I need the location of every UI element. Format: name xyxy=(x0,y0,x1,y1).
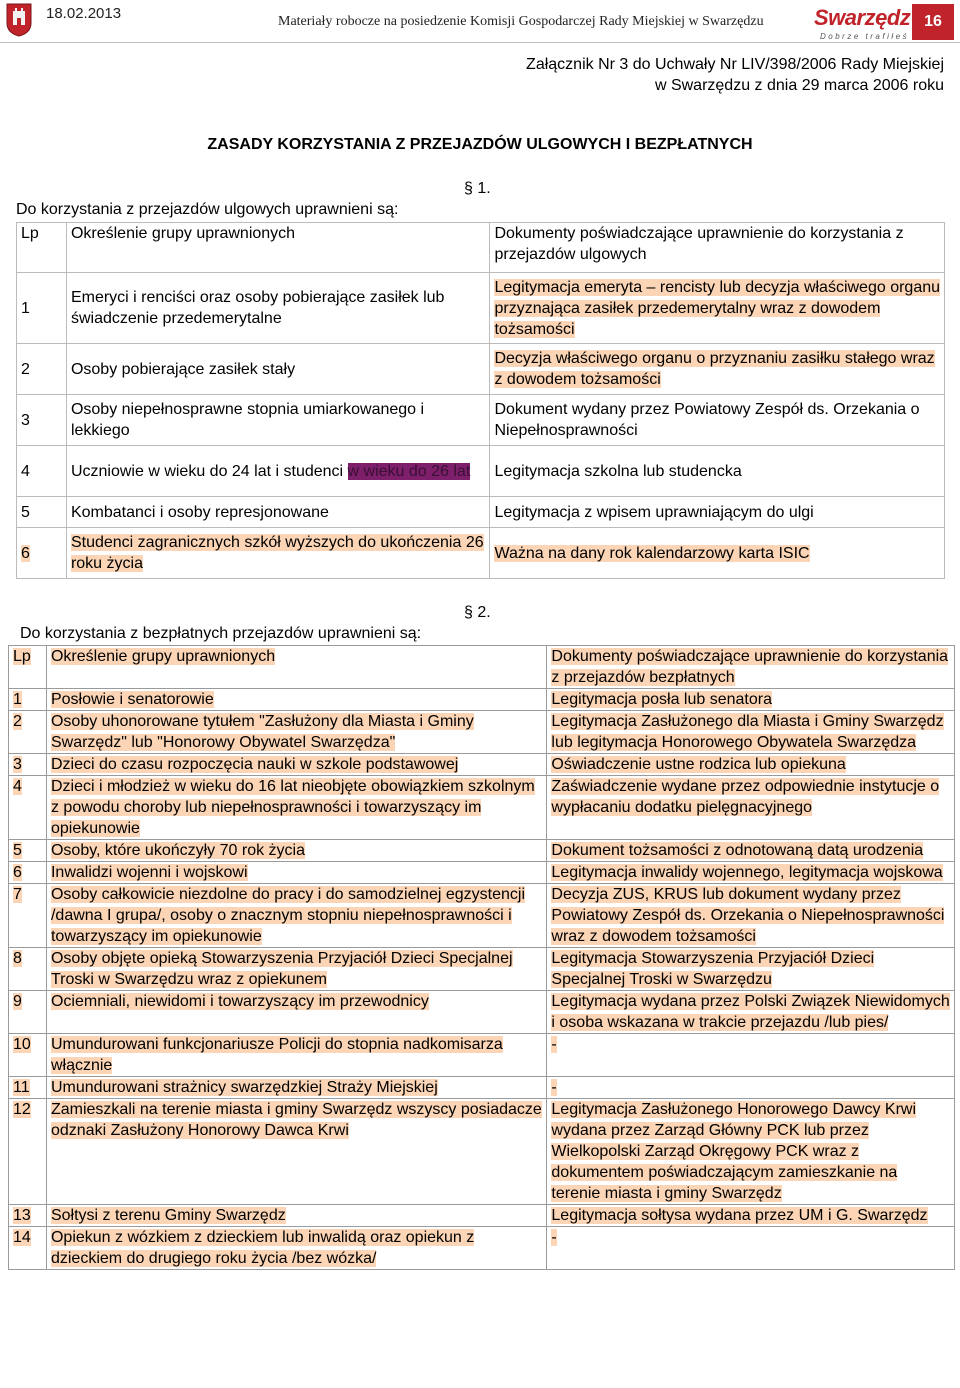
header-docs xyxy=(490,223,945,273)
row-docs-text: Legitymacja sołtysa wydana przez UM i G. Swarzędz xyxy=(551,1207,928,1224)
header-group-text: Określenie grupy uprawnionych xyxy=(70,225,296,242)
row-group xyxy=(46,776,546,840)
row-docs xyxy=(547,1227,955,1270)
table-row xyxy=(9,862,955,884)
row-group-text: Inwalidzi wojenni i wojskowi xyxy=(50,864,248,881)
section-1-intro: Do korzystania z przejazdów ulgowych uprawnieni są: xyxy=(16,201,399,218)
row-lp-text: 2 xyxy=(13,713,22,730)
row-lp-text: 6 xyxy=(21,544,30,562)
annex-line-1: Załącznik Nr 3 do Uchwały Nr LIV/398/2006 Rady Miejskiej xyxy=(526,56,944,73)
row-docs xyxy=(490,446,945,497)
row-group xyxy=(46,1077,546,1099)
row-docs-text: Legitymacja inwalidy wojennego, legitymacja wojskowa xyxy=(551,864,943,881)
row-lp-text: 13 xyxy=(13,1207,31,1224)
table-row xyxy=(9,1034,955,1077)
table-row xyxy=(9,1205,955,1227)
row-group-text: Osoby całkowicie niezdolne do pracy i do samodzielnej egzystencji /dawna I grupa/, osoby o znacznym stopniu niepełnosprawności i towarzyszący im opiekunowie xyxy=(50,886,525,945)
header-lp-text: Lp xyxy=(13,648,31,665)
row-docs-text: Legitymacja posła lub senatora xyxy=(551,691,772,708)
row-docs xyxy=(490,497,945,528)
header-group xyxy=(66,223,490,273)
row-docs-text: Legitymacja szkolna lub studencka xyxy=(494,462,742,480)
row-lp-text: 8 xyxy=(13,950,22,967)
row-docs xyxy=(547,711,955,754)
section-2-intro: Do korzystania z bezpłatnych przejazdów uprawnieni są: xyxy=(20,625,422,642)
header-title: Materiały robocze na posiedzenie Komisji Gospodarczej Rady Miejskiej w Swarzędzu xyxy=(278,14,764,29)
page-header xyxy=(0,0,960,44)
row-group-text: Opiekun z wózkiem z dzieckiem lub inwalidą oraz opiekun z dzieckiem do drugiego roku życia /bez wózka/ xyxy=(50,1229,475,1267)
header-lp xyxy=(17,223,67,273)
row-lp-text: 10 xyxy=(13,1036,31,1053)
row-lp: 3 xyxy=(17,395,67,446)
table-row xyxy=(17,273,945,344)
row-group xyxy=(46,1034,546,1077)
row-lp xyxy=(9,1227,47,1270)
row-group xyxy=(46,754,546,776)
row-lp xyxy=(9,1205,47,1227)
header-lp xyxy=(9,646,47,689)
row-group-text: Osoby objęte opieką Stowarzyszenia Przyjaciół Dzieci Specjalnej Troski w Swarzędzu wraz z opiekunem xyxy=(50,950,513,988)
row-group xyxy=(46,689,546,711)
row-docs xyxy=(490,395,945,446)
row-group-text: Umundurowani funkcjonariusze Policji do stopnia nadkomisarza włącznie xyxy=(50,1036,503,1074)
row-group-text: Posłowie i senatorowie xyxy=(50,691,214,708)
row-group xyxy=(46,840,546,862)
row-group xyxy=(46,1205,546,1227)
row-group-text: Dzieci do czasu rozpoczęcia nauki w szkole podstawowej xyxy=(50,756,459,773)
row-lp: 4 xyxy=(17,446,67,497)
row-lp xyxy=(9,754,47,776)
row-docs-text: Legitymacja Stowarzyszenia Przyjaciół Dzieci Specjalnej Troski w Swarzędzu xyxy=(551,950,875,988)
row-group xyxy=(66,497,490,528)
header-date: 18.02.2013 xyxy=(46,5,122,22)
row-docs-text: Legitymacja emeryta – rencisty lub decyzja właściwego organu przyznająca zasiłek przedemerytalny wraz z dowodem tożsamości xyxy=(494,278,941,338)
header-docs-text: Dokumenty poświadczające uprawnienie do korzystania z przejazdów ulgowych xyxy=(494,225,904,263)
row-lp-text: 6 xyxy=(13,864,22,881)
table-row xyxy=(17,446,945,497)
document-heading: ZASADY KORZYSTANIA Z PRZEJAZDÓW ULGOWYCH I BEZPŁATNYCH xyxy=(207,136,753,153)
row-lp-text: 3 xyxy=(13,756,22,773)
row-docs xyxy=(547,1034,955,1077)
header-group xyxy=(46,646,546,689)
row-docs xyxy=(547,862,955,884)
row-docs xyxy=(547,1205,955,1227)
row-docs xyxy=(547,689,955,711)
row-docs xyxy=(490,528,945,579)
row-lp xyxy=(9,862,47,884)
row-docs xyxy=(547,840,955,862)
row-group-text: Osoby, które ukończyły 70 rok życia xyxy=(50,842,305,859)
row-docs-text: Ważna na dany rok kalendarzowy karta ISIC xyxy=(494,544,810,562)
row-docs xyxy=(490,273,945,344)
header-docs xyxy=(547,646,955,689)
row-group-text: Sołtysi z terenu Gminy Swarzędz xyxy=(50,1207,286,1224)
row-group-text: Emeryci i renciści oraz osoby pobierające zasiłek lub świadczenie przedemerytalne xyxy=(70,289,445,327)
row-docs xyxy=(547,948,955,991)
row-lp-text: 9 xyxy=(13,993,22,1010)
swarzedz-logo xyxy=(814,5,910,43)
table-row xyxy=(17,395,945,446)
row-group xyxy=(46,884,546,948)
row-docs-text: - xyxy=(551,1036,557,1053)
header-docs-text: Dokumenty poświadczające uprawnienie do korzystania z przejazdów bezpłatnych xyxy=(551,648,949,686)
row-lp xyxy=(9,840,47,862)
row-group xyxy=(46,862,546,884)
header-divider xyxy=(0,42,960,43)
row-lp xyxy=(9,711,47,754)
row-lp xyxy=(9,991,47,1034)
table-row xyxy=(9,991,955,1034)
row-lp-text: 5 xyxy=(13,842,22,859)
header-group-text: Określenie grupy uprawnionych xyxy=(50,648,276,665)
reduced-fares-table xyxy=(16,222,945,579)
row-docs-text: Legitymacja Zasłużonego Honorowego Dawcy Krwi wydana przez Zarząd Główny PCK lub przez Wielkopolski Zarząd Okręgowy PCK wraz z dokumentem poświadczającym zamieszkanie na terenie miasta i gminy Swarzędz xyxy=(551,1101,917,1202)
row-group xyxy=(66,446,490,497)
table-row xyxy=(9,840,955,862)
row-group-text: Umundurowani strażnicy swarzędzkiej Straży Miejskiej xyxy=(50,1079,438,1096)
table-row xyxy=(17,497,945,528)
row-lp xyxy=(9,948,47,991)
row-group xyxy=(46,711,546,754)
row-group xyxy=(46,991,546,1034)
row-group xyxy=(66,344,490,395)
header-lp-text: Lp xyxy=(21,225,39,242)
row-group xyxy=(66,395,490,446)
row-lp xyxy=(9,1077,47,1099)
row-lp xyxy=(9,884,47,948)
table-header-row xyxy=(9,646,955,689)
row-group xyxy=(66,528,490,579)
table-row xyxy=(9,689,955,711)
row-group-text: Ociemniali, niewidomi i towarzyszący im przewodnicy xyxy=(50,993,429,1010)
row-group-text: Zamieszkali na terenie miasta i gminy Swarzędz wszyscy posiadacze odznaki Zasłużony Honorowy Dawca Krwi xyxy=(50,1101,542,1139)
table-row xyxy=(9,948,955,991)
row-docs-text: Zaświadczenie wydane przez odpowiednie instytucje o wypłacaniu dodatku pielęgnacyjnego xyxy=(551,778,940,816)
row-lp: 2 xyxy=(17,344,67,395)
row-docs xyxy=(547,884,955,948)
row-group-text: Dzieci i młodzież w wieku do 16 lat nieobjęte obowiązkiem szkolnym z powodu choroby lub niepełnosprawności i towarzyszący im opiekunowie xyxy=(50,778,535,837)
row-lp-text: 12 xyxy=(13,1101,31,1118)
section-1-symbol: § 1. xyxy=(464,180,491,197)
row-lp-text: 11 xyxy=(13,1079,30,1096)
row-docs xyxy=(547,1077,955,1099)
row-docs-text: Decyzja właściwego organu o przyznaniu zasiłku stałego wraz z dowodem tożsamości xyxy=(494,350,935,388)
row-group xyxy=(46,948,546,991)
row-lp xyxy=(9,776,47,840)
row-group xyxy=(46,1099,546,1205)
row-group-text: Kombatanci i osoby represjonowane xyxy=(70,503,329,521)
table-row xyxy=(9,1077,955,1099)
table-row xyxy=(9,884,955,948)
table-row xyxy=(9,711,955,754)
row-docs-text: Legitymacja wydana przez Polski Związek Niewidomych i osoba wskazana w trakcie przejazdu /lub pies/ xyxy=(551,993,950,1031)
row-docs-text: Dokument tożsamości z odnotowaną datą urodzenia xyxy=(551,842,924,859)
row-docs xyxy=(547,991,955,1034)
row-docs-text: Decyzja ZUS, KRUS lub dokument wydany przez Powiatowy Zespół ds. Orzekania o Niepełnosprawności wraz z dowodem tożsamości xyxy=(551,886,945,945)
annex-line-2: w Swarzędzu z dnia 29 marca 2006 roku xyxy=(654,77,944,94)
row-lp-text: 14 xyxy=(13,1229,31,1246)
row-docs xyxy=(547,776,955,840)
row-lp-text: 1 xyxy=(13,691,22,708)
section-2-symbol: § 2. xyxy=(464,604,491,621)
table-row xyxy=(9,1099,955,1205)
row-group-text: Osoby pobierające zasiłek stały xyxy=(70,360,296,378)
row-docs-text: Legitymacja z wpisem uprawniającym do ulgi xyxy=(494,503,814,521)
row-docs xyxy=(547,1099,955,1205)
row-group-text-a: Uczniowie w wieku do 24 lat i studenci xyxy=(70,462,348,480)
row-lp xyxy=(9,1034,47,1077)
row-group-text: Osoby uhonorowane tytułem "Zasłużony dla Miasta i Gminy Swarzędz" lub "Honorowy Obywatel Swarzędza" xyxy=(50,713,474,751)
row-group xyxy=(66,273,490,344)
table-header-row xyxy=(17,223,945,273)
row-lp-text: 7 xyxy=(13,886,22,903)
logo-tagline: Dobrze trafiłeś xyxy=(820,32,910,41)
row-lp xyxy=(9,1099,47,1205)
row-lp xyxy=(17,528,67,579)
table-row xyxy=(17,528,945,579)
row-group-text: Osoby niepełnosprawne stopnia umiarkowanego i lekkiego xyxy=(70,401,425,439)
row-docs xyxy=(490,344,945,395)
row-group-text-b: w wieku do 26 lat xyxy=(347,462,471,480)
table-row xyxy=(9,1227,955,1270)
row-docs-text: - xyxy=(551,1229,557,1246)
row-lp: 5 xyxy=(17,497,67,528)
free-fares-table xyxy=(8,645,955,1270)
city-crest-icon xyxy=(6,3,32,37)
row-group-text: Studenci zagranicznych szkół wyższych do ukończenia 26 roku życia xyxy=(70,534,484,572)
row-lp-text: 4 xyxy=(13,778,22,795)
table-row xyxy=(9,754,955,776)
row-lp xyxy=(9,689,47,711)
table-row xyxy=(17,344,945,395)
row-docs-text: Legitymacja Zasłużonego dla Miasta i Gminy Swarzędz lub legitymacja Honorowego Obywatela Swarzędza xyxy=(551,713,944,751)
row-docs-text: Dokument wydany przez Powiatowy Zespół ds. Orzekania o Niepełnosprawności xyxy=(494,401,920,439)
row-docs xyxy=(547,754,955,776)
logo-text: Swarzędz xyxy=(814,5,911,30)
row-lp: 1 xyxy=(17,273,67,344)
page-number-badge: 16 xyxy=(912,4,954,40)
row-docs-text: Oświadczenie ustne rodzica lub opiekuna xyxy=(551,756,846,773)
row-docs-text: - xyxy=(551,1079,557,1096)
row-group xyxy=(46,1227,546,1270)
table-row xyxy=(9,776,955,840)
